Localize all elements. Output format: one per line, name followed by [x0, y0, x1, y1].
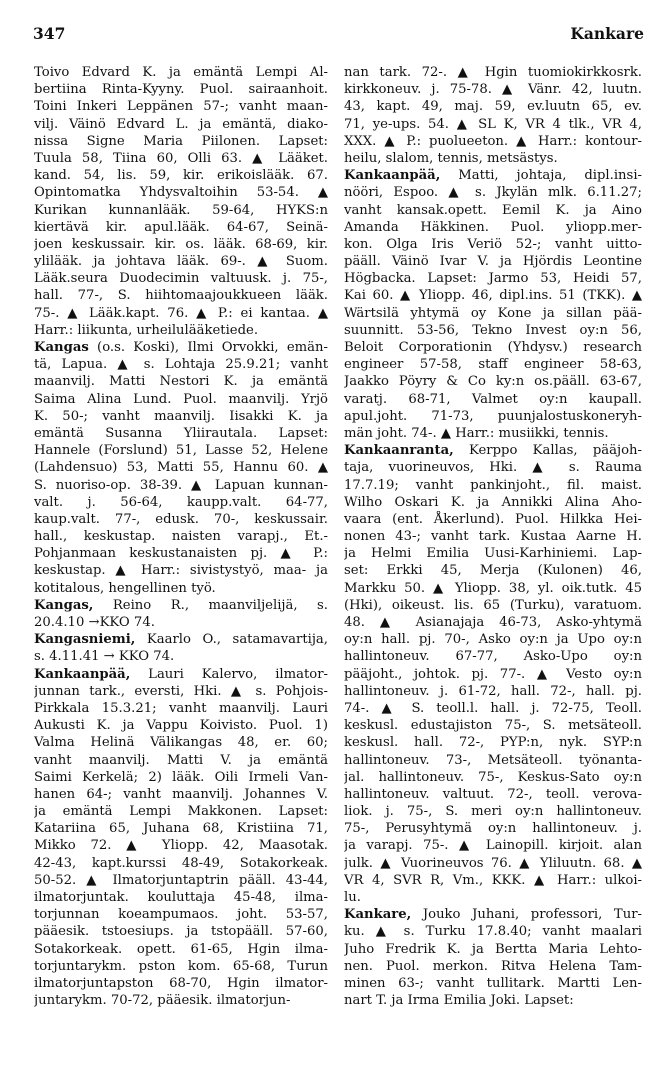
- right-column-line: vanht kansak.opett. Eemil K. ja Aino: [344, 202, 642, 218]
- left-column-line: torjuntarykm. pston kom. 65-68, Turun: [34, 958, 328, 974]
- left-column-line: Kurikan kunnanlääk. 59-64, HYKS:n: [34, 202, 328, 218]
- left-column-line: Valma Helinä Välikangas 48, er. 60;: [34, 735, 328, 751]
- right-column-line: män joht. 74-. ▲ Harr.: musiikki, tennis.: [344, 425, 609, 441]
- left-column-line: Opintomatka Yhdysvaltoihin 53-54. ▲: [34, 185, 328, 201]
- left-column-line: hall., keskustap. naisten varapj., Et.-: [34, 529, 328, 545]
- entry-headword-line: Kankaanpää, Lauri Kalervo, ilmator-: [34, 666, 328, 682]
- left-column-line: Sotakorkeak. opett. 61-65, Hgin ilma-: [34, 941, 328, 957]
- left-column-line: kaup.valt. 77-, edusk. 70-, keskussair.: [34, 511, 328, 527]
- left-column-line: bertiina Rinta-Kyyny. Puol. sairaanhoit.: [34, 82, 328, 98]
- right-column-line: VR 4, SVR R, Vm., KKK. ▲ Harr.: ulkoi-: [344, 872, 642, 888]
- left-column-line: (Lahdensuo) 53, Matti 55, Hannu 60. ▲: [34, 460, 328, 476]
- right-column-line: nan tark. 72-. ▲ Hgin tuomiokirkkosrk.: [344, 65, 642, 80]
- right-column-line: minen 63-; vanht tullitark. Martti Len-: [344, 975, 642, 991]
- right-column-line: 17.7.19; vanht pankinjoht., fil. maist.: [344, 477, 642, 493]
- right-column-line: Wärtsilä yhtymä oy Kone ja sillan pää-: [344, 305, 642, 321]
- right-column-line: Juho Fredrik K. ja Bertta Maria Lehto-: [344, 941, 642, 957]
- left-column-line: K. 50-; vanht maanvilj. Iisakki K. ja: [34, 408, 328, 424]
- left-column-line: 42-43, kapt.kurssi 48-49, Sotakorkeak.: [34, 855, 328, 871]
- right-column-line: Högbacka. Lapset: Jarmo 53, Heidi 57,: [344, 271, 642, 287]
- left-column-line: 50-52. ▲ Ilmatorjuntaptrin pääll. 43-44,: [34, 872, 328, 888]
- right-column-line: 75-, Perusyhtymä oy:n hallintoneuv. j.: [344, 821, 642, 837]
- left-column-line: vilj. Väinö Edvard L. ja emäntä, diako-: [34, 116, 328, 132]
- left-column-line: ja emäntä Lempi Makkonen. Lapset:: [34, 804, 328, 820]
- left-column-line: vanht maanvilj. Matti V. ja emäntä: [34, 752, 328, 768]
- right-column-line: Amanda Häkkinen. Puol. yliopp.mer-: [344, 219, 642, 235]
- left-column-line: pääesik. tstoesiups. ja tstopääll. 57-60,: [34, 924, 328, 940]
- right-column-line: hallintoneuv. j. 61-72, hall. 72-, hall. pj.: [344, 683, 642, 699]
- running-head: Kankare: [570, 24, 644, 43]
- right-column-line: Beloit Corporationin (Yhdysv.) research: [344, 340, 642, 355]
- right-column-line: ja Helmi Emilia Uusi-Karhiniemi. Lap-: [344, 546, 642, 562]
- right-column-line: hallintoneuv. 67-77, Asko-Upo oy:n: [344, 649, 642, 665]
- entry-headword-line: Kangas, Reino R., maanviljelijä, s.: [34, 597, 328, 613]
- left-column-line: Mikko 72. ▲ Yliopp. 42, Maasotak.: [34, 838, 328, 854]
- left-column-line: Pohjanmaan keskustanaisten pj. ▲ P.:: [34, 546, 328, 562]
- left-column-line: Lääk.seura Duodecimin valtuusk. j. 75-,: [34, 271, 328, 287]
- left-column-line: 75-. ▲ Lääk.kapt. 76. ▲ P.: ei kantaa. ▲: [34, 305, 328, 321]
- left-column-line: valt. j. 56-64, kaupp.valt. 64-77,: [34, 494, 328, 510]
- right-column-line: heilu, slalom, tennis, metsästys.: [344, 150, 558, 166]
- left-column-line: Hannele (Forslund) 51, Lasse 52, Helene: [34, 443, 328, 459]
- right-column-line: jal. hallintoneuv. 75-, Keskus-Sato oy:n: [344, 769, 642, 785]
- right-column-line: engineer 57-58, staff engineer 58-63,: [344, 357, 642, 373]
- entry-headword-line: Kangasniemi, Kaarlo O., satamavartija,: [34, 632, 328, 648]
- right-column-line: taja, vuorineuvos, Hki. ▲ s. Rauma: [344, 460, 642, 476]
- left-column-line: Tuula 58, Tiina 60, Olli 63. ▲ Lääket.: [34, 150, 328, 166]
- left-column-line: 20.4.10 →KKO 74.: [34, 615, 155, 630]
- entry-headword-line: Kankaanpää, Matti, johtaja, dipl.insi-: [344, 168, 642, 184]
- left-column-line: nissa Signe Maria Piilonen. Lapset:: [34, 133, 328, 149]
- left-column-line: Aukusti K. ja Vappu Koivisto. Puol. 1): [34, 718, 328, 734]
- left-column-line: Harr.: liikunta, urheilulääketiede.: [34, 322, 259, 338]
- right-column-line: ku. ▲ s. Turku 17.8.40; vanht maalari: [344, 924, 642, 940]
- right-column-line: lu.: [344, 890, 361, 905]
- right-column-line: nööri, Espoo. ▲ s. Jkylän mlk. 6.11.27;: [344, 185, 642, 201]
- right-column-line: oy:n hall. pj. 70-, Asko oy:n ja Upo oy:n: [344, 632, 642, 648]
- right-column-line: Wilho Oskari K. ja Annikki Alina Aho-: [344, 494, 642, 510]
- left-column-line: hall. 77-, S. hiihtomaajoukkueen lääk.: [34, 288, 328, 304]
- right-column-line: set: Erkki 45, Merja (Kulonen) 46,: [344, 563, 642, 579]
- right-column-line: kon. Olga Iris Veriö 52-; vanht uitto-: [344, 236, 642, 252]
- right-column: [344, 64, 642, 1009]
- right-column-line: varatj. 68-71, Valmet oy:n kaupall.: [344, 391, 642, 407]
- right-column-line: kirkkoneuv. j. 75-78. ▲ Vänr. 42, luutn.: [344, 82, 642, 98]
- left-column-line: kand. 54, lis. 59, kir. erikoislääk. 67.: [34, 168, 328, 184]
- right-column-line: apul.joht. 71-73, puunjalostuskoneryh-: [344, 408, 642, 424]
- right-column-line: 71, ye-ups. 54. ▲ SL K, VR 4 tlk., VR 4,: [344, 116, 642, 132]
- left-column-line: Saima Alina Lund. Puol. maanvilj. Yrjö: [34, 391, 328, 407]
- right-column-line: (Hki), oikeust. lis. 65 (Turku), varatuom.: [344, 597, 642, 613]
- left-column-line: S. nuoriso-op. 38-39. ▲ Lapuan kunnan-: [34, 477, 328, 493]
- left-column-line: kotitalous, hengellinen työ.: [34, 580, 216, 596]
- left-column-line: tä, Lapua. ▲ s. Lohtaja 25.9.21; vanht: [34, 357, 328, 373]
- entry-headword-line: Kangas (o.s. Koski), Ilmi Orvokki, emän-: [34, 340, 328, 355]
- right-column-line: ja varapj. 75-. ▲ Lainopill. kirjoit. alan: [344, 838, 642, 854]
- right-column-line: liok. j. 75-, S. meri oy:n hallintoneuv.: [344, 804, 642, 820]
- right-column-line: 43, kapt. 49, maj. 59, ev.luutn 65, ev.: [344, 99, 642, 115]
- right-column-line: nonen 43-; vanht tark. Kustaa Aarne H.: [344, 529, 642, 545]
- right-column-line: 74-. ▲ S. teoll.l. hall. j. 72-75, Teoll.: [344, 700, 642, 716]
- right-column-line: hallintoneuv. valtuut. 72-, teoll. verova-: [344, 786, 642, 802]
- left-column-line: torjunnan koeampumaos. joht. 53-57,: [34, 907, 328, 923]
- left-column-line: ilmatorjuntapston 68-70, Hgin ilmator-: [34, 975, 328, 991]
- right-column-line: Jaakko Pöyry & Co ky:n os.pääll. 63-67,: [344, 374, 642, 390]
- left-column-line: emäntä Susanna Yliirautala. Lapset:: [34, 425, 328, 441]
- left-column-line: ylilääk. ja johtava lääk. 69-. ▲ Suom.: [34, 254, 328, 270]
- page-header: [33, 24, 644, 48]
- right-column-line: julk. ▲ Vuorineuvos 76. ▲ Yliluutn. 68. ▲: [344, 855, 642, 871]
- left-column-line: joen keskussair. kir. os. lääk. 68-69, kir.: [34, 236, 328, 252]
- right-column-line: pääjoht., johtok. pj. 77-. ▲ Vesto oy:n: [344, 666, 642, 682]
- right-column-line: nart T. ja Irma Emilia Joki. Lapset:: [344, 993, 574, 1009]
- left-column-line: Toini Inkeri Leppänen 57-; vanht maan-: [34, 99, 328, 115]
- right-column-line: keskusl. hall. 72-, PYP:n, nyk. SYP:n: [344, 735, 642, 751]
- entry-headword-line: Kankare, Jouko Juhani, professori, Tur-: [344, 907, 642, 923]
- left-column-line: kiertävä kir. apul.lääk. 64-67, Seinä-: [34, 219, 328, 235]
- right-column-line: keskusl. edustajiston 75-, S. metsäteoll.: [344, 718, 642, 734]
- left-column-line: juntarykm. 70-72, pääesik. ilmatorjun-: [34, 993, 291, 1009]
- left-column-line: s. 4.11.41 → KKO 74.: [34, 649, 175, 665]
- left-column-line: maanvilj. Matti Nestori K. ja emäntä: [34, 374, 328, 390]
- left-column-line: junnan tark., eversti, Hki. ▲ s. Pohjois-: [34, 683, 328, 699]
- entry-headword-line: Kankaanranta, Kerppo Kallas, pääjoh-: [344, 443, 642, 459]
- left-column-line: Pirkkala 15.3.21; vanht maanvilj. Lauri: [34, 700, 328, 716]
- right-column-line: 48. ▲ Asianajaja 46-73, Asko-yhtymä: [344, 615, 642, 630]
- right-column-line: XXX. ▲ P.: puolueeton. ▲ Harr.: kontour-: [344, 133, 642, 149]
- left-column-line: keskustap. ▲ Harr.: sivistystyö, maa- ja: [34, 563, 328, 579]
- left-column-line: hanen 64-; vanht maanvilj. Johannes V.: [34, 786, 328, 802]
- page-number: 347: [33, 24, 66, 43]
- left-column-line: Saimi Kerkelä; 2) lääk. Oili Irmeli Van-: [34, 769, 328, 785]
- left-column: [34, 64, 328, 1009]
- right-column-line: nen. Puol. merkon. Ritva Helena Tam-: [344, 958, 642, 974]
- right-column-line: hallintoneuv. 73-, Metsäteoll. työnanta-: [344, 752, 642, 768]
- right-column-line: vaara (ent. Åkerlund). Puol. Hilkka Hei-: [344, 511, 642, 527]
- right-column-line: pääll. Väinö Ivar V. ja Hjördis Leontine: [344, 254, 642, 270]
- left-column-line: ilmatorjuntak. kouluttaja 45-48, ilma-: [34, 890, 328, 905]
- right-column-line: Markku 50. ▲ Yliopp. 38, yl. oik.tutk. 45: [344, 580, 642, 596]
- right-column-line: Kai 60. ▲ Yliopp. 46, dipl.ins. 51 (TKK). ▲: [344, 288, 642, 304]
- right-column-line: suunnitt. 53-56, Tekno Invest oy:n 56,: [344, 322, 642, 338]
- left-column-line: Katariina 65, Juhana 68, Kristiina 71,: [34, 821, 328, 837]
- left-column-line: Toivo Edvard K. ja emäntä Lempi Al-: [34, 65, 328, 80]
